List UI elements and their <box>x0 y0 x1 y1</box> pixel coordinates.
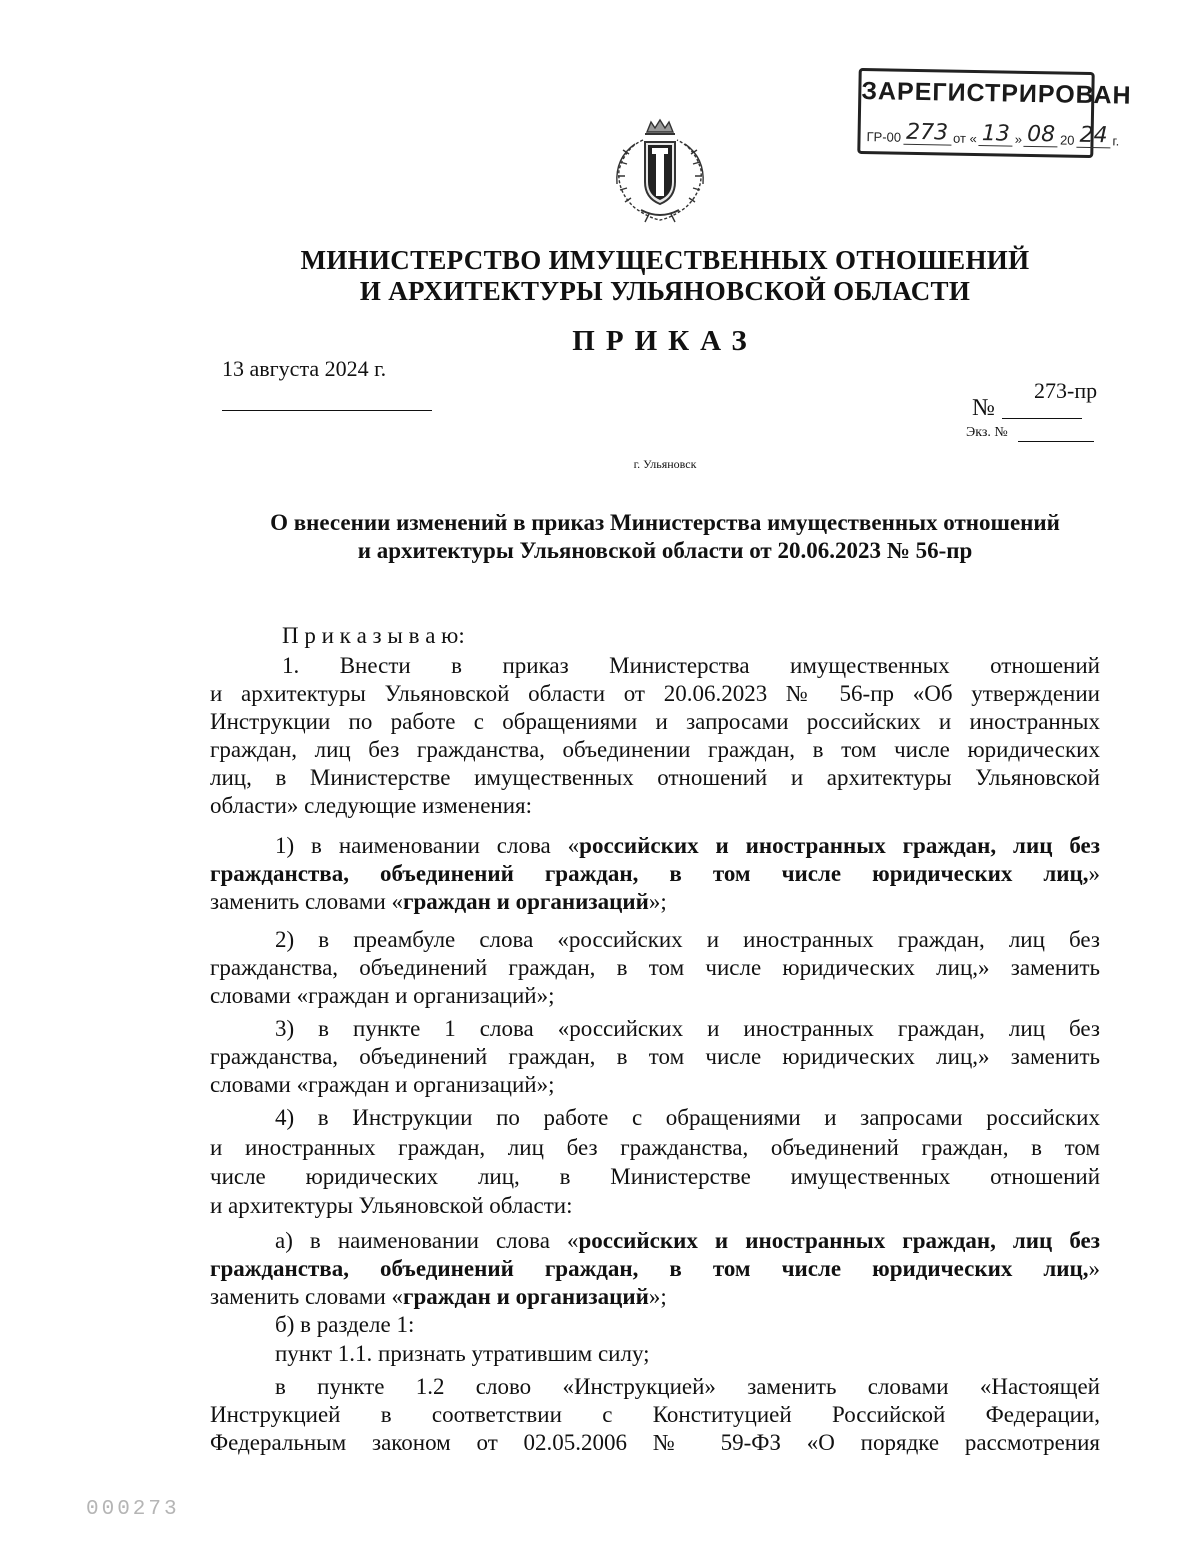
order-word: П р и к а з ы в а ю: <box>282 623 465 648</box>
item-3-line: 3) в пункте 1 слова «российских и иностранных граждан, лиц без <box>275 1016 1100 1041</box>
item-2-line: гражданства, объединений граждан, в том числе юридических лиц,» заменить <box>210 955 1100 980</box>
paragraph-1-line: лиц, в Министерстве имущественных отношений и архитектуры Ульяновской <box>210 765 1100 790</box>
stamp-day-close: » <box>1014 131 1023 147</box>
paragraph-1-line: 1. Внести в приказ Министерства имущественных отношений <box>282 653 1100 678</box>
subitem-b-clause-line: Федеральным законом от 02.05.2006 № 59-ФЗ «О порядке рассмотрения <box>210 1430 1100 1455</box>
stamp-year-suffix: 24 <box>1076 125 1110 149</box>
item-2-line: словами «граждан и организаций»; <box>210 983 555 1008</box>
stamp-reg-number: 273 <box>903 122 951 146</box>
order-number: 273-пр <box>1034 378 1098 403</box>
paragraph-1-line: области» следующие изменения: <box>210 793 533 818</box>
subitem-a-line: заменить словами «граждан и организаций»; <box>210 1284 667 1309</box>
stamp-month: 08 <box>1024 124 1058 148</box>
stamp-registration-line <box>866 119 1120 149</box>
ministry-name-line-1: МИНИСТЕРСТВО ИМУЩЕСТВЕННЫХ ОТНОШЕНИЙ <box>300 245 1030 275</box>
subitem-b: б) в разделе 1: <box>275 1312 415 1337</box>
item-4-line: и архитектуры Ульяновской области: <box>210 1193 573 1218</box>
number-underline <box>1002 418 1082 419</box>
paragraph-1-line: Инструкции по работе с обращениями и запросами российских и иностранных <box>210 709 1100 734</box>
page-serial-number: 000273 <box>86 1498 180 1521</box>
stamp-year-prefix: 20 <box>1059 132 1075 148</box>
item-4-line: и иностранных граждан, лиц без гражданства, объединений граждан, в том <box>210 1135 1100 1160</box>
stamp-prefix: ГР-00 <box>866 129 902 145</box>
stamp-day: 13 <box>979 123 1013 147</box>
city-name: г. Ульяновск <box>633 457 697 471</box>
stamp-from-label: от « <box>952 130 977 147</box>
document-type-title: ПРИКАЗ <box>572 325 758 357</box>
order-date: 13 августа 2024 г. <box>222 356 387 381</box>
copy-number-underline <box>1018 441 1094 442</box>
item-3-line: гражданства, объединений граждан, в том числе юридических лиц,» заменить <box>210 1044 1100 1069</box>
subitem-b-clause-line: Инструкцией в соответствии с Конституцией Российской Федерации, <box>210 1402 1100 1427</box>
date-underline <box>222 410 432 411</box>
paragraph-1-line: граждан, лиц без гражданства, объединении граждан, в том числе юридических <box>210 737 1100 762</box>
item-4-line: числе юридических лиц, в Министерстве имущественных отношений <box>210 1164 1100 1189</box>
order-number-label: № <box>972 395 995 421</box>
stamp-year-unit: г. <box>1112 133 1120 149</box>
item-1-line: гражданства, объединений граждан, в том числе юридических лиц,» <box>210 861 1100 886</box>
coat-of-arms-icon <box>605 118 715 224</box>
item-2-line: 2) в преамбуле слова «российских и иностранных граждан, лиц без <box>275 927 1100 952</box>
subitem-b-clause: пункт 1.1. признать утратившим силу; <box>275 1341 650 1366</box>
paragraph-1-line: и архитектуры Ульяновской области от 20.06.2023 № 56-пр «Об утверждении <box>210 681 1100 706</box>
order-subject-line-2: и архитектуры Ульяновской области от 20.06.2023 № 56-пр <box>357 538 973 563</box>
item-4-line: 4) в Инструкции по работе с обращениями и запросами российских <box>275 1105 1100 1130</box>
subitem-b-clause-line: в пункте 1.2 слово «Инструкцией» заменить словами «Настоящей <box>275 1374 1100 1399</box>
stamp-title: ЗАРЕГИСТРИРОВАН <box>861 76 1132 110</box>
subitem-a-line: гражданства, объединений граждан, в том числе юридических лиц,» <box>210 1256 1100 1281</box>
order-subject-line-1: О внесении изменений в приказ Министерства имущественных отношений <box>270 510 1060 535</box>
item-3-line: словами «граждан и организаций»; <box>210 1072 555 1097</box>
copy-number-label: Экз. № <box>966 425 1008 440</box>
item-1-line: заменить словами «граждан и организаций»; <box>210 889 667 914</box>
item-1-line: 1) в наименовании слова «российских и иностранных граждан, лиц без <box>275 833 1101 858</box>
registration-stamp <box>857 68 1132 158</box>
subitem-a-line: а) в наименовании слова «российских и иностранных граждан, лиц без <box>275 1228 1100 1253</box>
ministry-name-line-2: И АРХИТЕКТУРЫ УЛЬЯНОВСКОЙ ОБЛАСТИ <box>359 276 971 306</box>
